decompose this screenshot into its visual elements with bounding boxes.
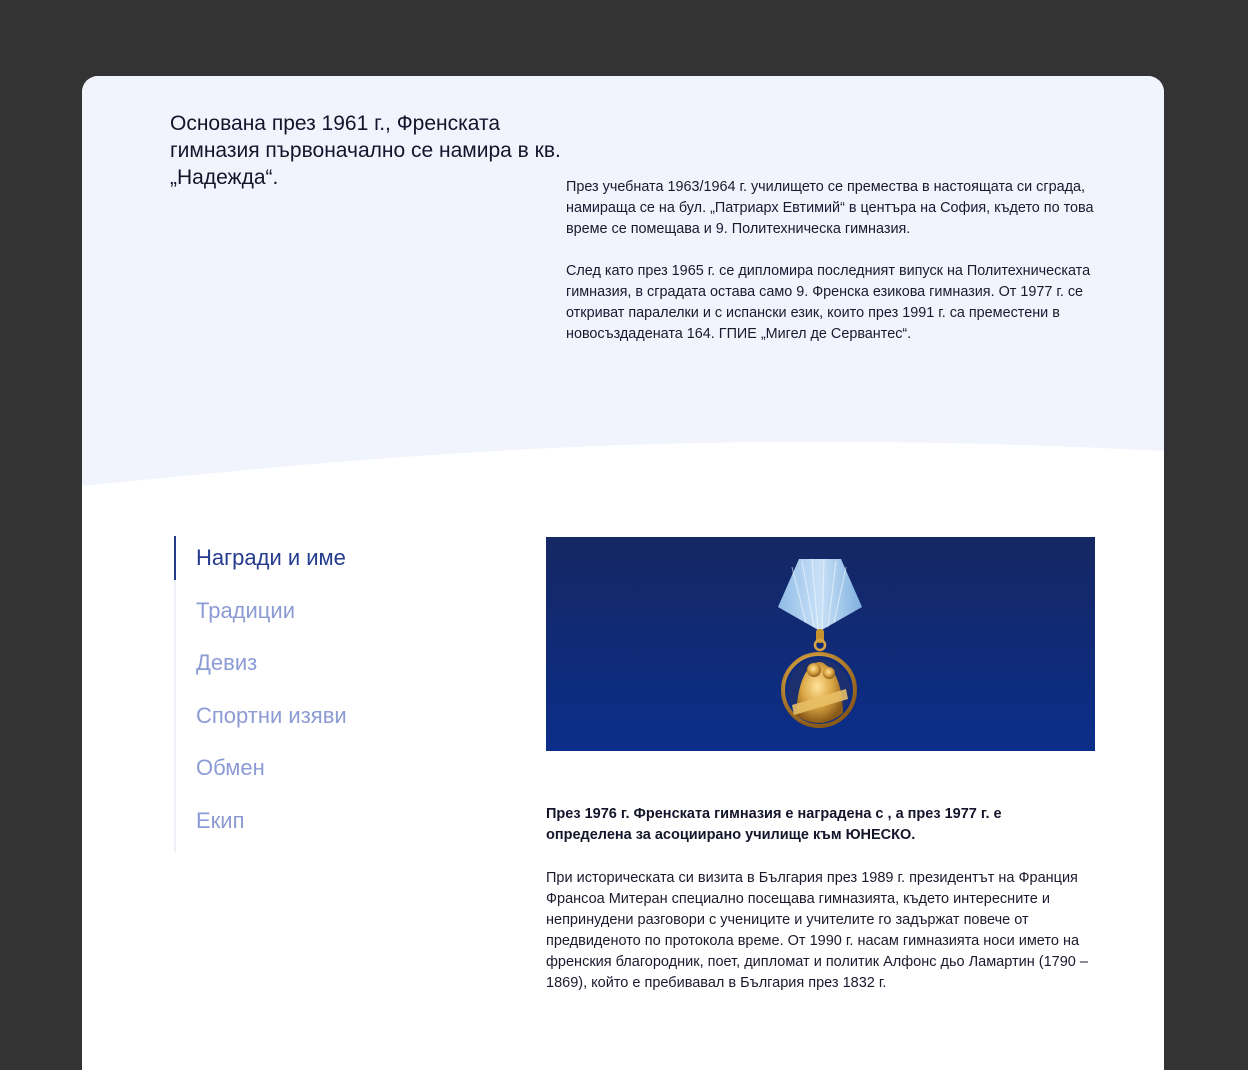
hero-text bbox=[566, 177, 1106, 345]
tab-motto[interactable]: Девиз bbox=[196, 650, 258, 675]
content-card bbox=[82, 76, 1164, 1070]
medal-icon bbox=[546, 537, 1095, 751]
hero-paragraph-2: След като през 1965 г. се дипломира последният випуск на Политехническата гимназия, в сградата остава само 9. Френска езикова гимназия. От 1977 г. се откриват паралелки и с испански език, които през 1991 г. са преместени в новосъздадената 164. ГПИЕ „Мигел де Сервантес“. bbox=[566, 263, 1091, 342]
medal-image bbox=[546, 537, 1095, 751]
tab-exchange[interactable]: Обмен bbox=[196, 755, 265, 780]
hero-title: Основана през 1961 г., Френската гимназия първоначално се намира в кв.„Надежда“. bbox=[170, 112, 561, 189]
awards-body: При историческата си визита в България през 1989 г. президентът на Франция Франсоа Митеран специално посещава гимназията, където интересните и непринудени разговори с учениците и учителите го задържат повече от предвиденото по протокола време. От 1990 г. насам гимназията носи името на френския благородник, поет, дипломат и политик Алфонс дьо Ламартин (1790 – 1869), който е пребивавал в България през 1832 г. bbox=[546, 870, 1088, 991]
history-tabs bbox=[174, 536, 474, 852]
tab-awards[interactable]: Награди и име bbox=[174, 536, 346, 580]
tab-sports[interactable]: Спортни изяви bbox=[196, 703, 347, 728]
tab-team[interactable]: Екип bbox=[196, 808, 245, 833]
tab-traditions[interactable]: Традиции bbox=[196, 598, 295, 623]
awards-lead: През 1976 г. Френската гимназия е наградена с , а през 1977 г. е определена за асоциирано училище към ЮНЕСКО. bbox=[546, 806, 1002, 843]
hero-paragraph-1: През учебната 1963/1964 г. училището се премества в настоящата си сграда, намираща се на бул. „Патриарх Евтимий“ в центъра на София, където по това време се помещава и 9. Политехническа гимназия. bbox=[566, 179, 1094, 237]
wave-divider bbox=[82, 436, 1164, 546]
